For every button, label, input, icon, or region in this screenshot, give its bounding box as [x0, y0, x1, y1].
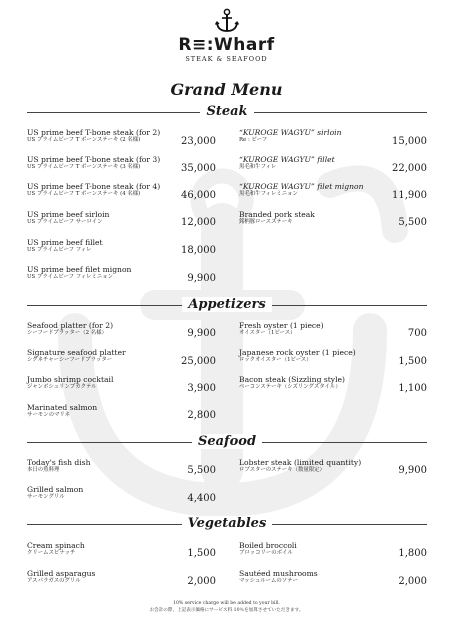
item-name: US prime beef filet mignon	[27, 265, 132, 274]
item-price: 700	[407, 328, 427, 339]
item-price: 1,500	[187, 548, 216, 559]
menu-title: Grand Menu	[170, 80, 283, 99]
item-name: US prime beef sirloin	[27, 210, 110, 219]
item-price: 15,000	[392, 136, 427, 147]
item-name-jp: ブロッコリーのボイル	[239, 550, 293, 556]
item-name-jp: クリームスピナッチ	[27, 550, 76, 556]
item-price: 3,900	[187, 383, 216, 394]
item-price: 1,500	[398, 356, 427, 367]
item-name: US prime beef fillet	[27, 238, 103, 247]
item-name-jp: ジャンボシュリンプカクテル	[27, 384, 97, 390]
item-name-jp: シグネチャーシーフードプラッター	[27, 357, 113, 363]
item-name: Japanese rock oyster (1 piece)	[239, 348, 356, 357]
item-name: Sautéed mushrooms	[239, 569, 318, 578]
item-price: 35,000	[181, 163, 216, 174]
item-name: Bacon steak (Sizzling style)	[239, 375, 345, 384]
item-name-jp: US プライムビーフ サーロイン	[27, 219, 103, 225]
item-name-jp: US プライムビーフ T ボーンステーキ (4 名様)	[27, 191, 141, 197]
section-header-appetizers	[27, 297, 427, 313]
item-price: 5,500	[398, 217, 427, 228]
anchor-icon	[214, 8, 240, 34]
item-price: 1,800	[398, 548, 427, 559]
item-price: 4,400	[187, 493, 216, 504]
item-name-jp: サーモンのマリネ	[27, 412, 71, 418]
item-name: Seafood platter (for 2)	[27, 321, 114, 330]
item-name-jp: 銘柄豚ロースステーキ	[239, 219, 293, 225]
item-price: 5,500	[187, 465, 216, 476]
item-name-jp: US プライムビーフ フィレ	[27, 247, 92, 253]
item-price: 25,000	[181, 356, 216, 367]
item-name: Grilled salmon	[27, 485, 84, 494]
section-title-steak: Steak	[200, 104, 253, 119]
item-price: 18,000	[181, 245, 216, 256]
item-name-jp: ロックオイスター（1ピース）	[239, 357, 312, 363]
item-price: 2,800	[187, 410, 216, 421]
brand-tagline: STEAK & SEAFOOD	[185, 55, 268, 63]
item-name: Jumbo shrimp cocktail	[27, 375, 114, 384]
item-name: Boiled broccoli	[239, 541, 297, 550]
section-header-vegetables	[27, 516, 427, 532]
item-price: 12,000	[181, 217, 216, 228]
item-price: 11,900	[392, 190, 427, 201]
item-name-jp: アスパラガスのグリル	[27, 578, 81, 584]
item-price: 9,900	[187, 273, 216, 284]
service-charge-note: 10% service charge will be added to your bill.	[173, 601, 280, 606]
section-title-seafood: Seafood	[192, 434, 262, 449]
item-price: 2,000	[187, 576, 216, 587]
item-name-jp: US プライムビーフ T ボーンステーキ (3 名様)	[27, 164, 141, 170]
item-price: 9,900	[187, 328, 216, 339]
item-name-jp: US プライムビーフ T ボーンステーキ (2 名様)	[27, 137, 141, 143]
item-name: “KUROGE WAGYU” sirloin	[239, 128, 342, 137]
brand-name: R≡:Wharf	[178, 35, 275, 55]
item-price: 1,100	[398, 383, 427, 394]
item-name: Fresh oyster (1 piece)	[239, 321, 324, 330]
item-name: Signature seafood platter	[27, 348, 126, 357]
item-name: US prime beef T-bone steak (for 3)	[27, 155, 161, 164]
item-name-jp: Re : ビーフ	[239, 137, 268, 143]
item-name-jp: 黒毛和牛フィレミニョン	[239, 191, 298, 197]
item-name-jp: サーモングリル	[27, 494, 65, 500]
item-price: 46,000	[181, 190, 216, 201]
item-name-jp: 本日の魚料理	[27, 467, 60, 473]
item-name: “KUROGE WAGYU” fillet	[239, 155, 335, 164]
item-name-jp: オイスター（1ピース）	[239, 330, 296, 336]
service-charge-note-jp: お会計の際、上記表示価格にサービス料 10％を加算させていただきます。	[149, 608, 304, 613]
item-name: Branded pork steak	[239, 210, 315, 219]
section-header-steak	[27, 104, 427, 120]
item-name-jp: US プライムビーフ フィレミニョン	[27, 274, 114, 280]
item-name-jp: マッシュルームのソテー	[239, 578, 298, 584]
item-name-jp: 黒毛和牛フィレ	[239, 164, 277, 170]
item-price: 23,000	[181, 136, 216, 147]
item-name-jp: ベーコンステーキ（シズリングスタイル）	[239, 384, 341, 390]
item-name: Marinated salmon	[27, 403, 98, 412]
item-name: Lobster steak (limited quantity)	[239, 458, 362, 467]
item-name: US prime beef T-bone steak (for 4)	[27, 182, 161, 191]
brand-logo	[0, 8, 453, 64]
item-name-jp: ロブスターのステーキ（数量限定）	[239, 467, 325, 473]
item-name: “KUROGE WAGYU” filet mignon	[239, 182, 364, 191]
section-title-vegetables: Vegetables	[182, 516, 273, 531]
item-name: Today's fish dish	[27, 458, 91, 467]
section-title-appetizers: Appetizers	[182, 297, 271, 312]
item-name: Cream spinach	[27, 541, 85, 550]
item-price: 2,000	[398, 576, 427, 587]
item-name-jp: シーフードプラッター（2 名様）	[27, 330, 107, 336]
section-header-seafood	[27, 434, 427, 450]
item-name: Grilled asparagus	[27, 569, 96, 578]
item-price: 22,000	[392, 163, 427, 174]
item-name: US prime beef T-bone steak (for 2)	[27, 128, 161, 137]
item-price: 9,900	[398, 465, 427, 476]
